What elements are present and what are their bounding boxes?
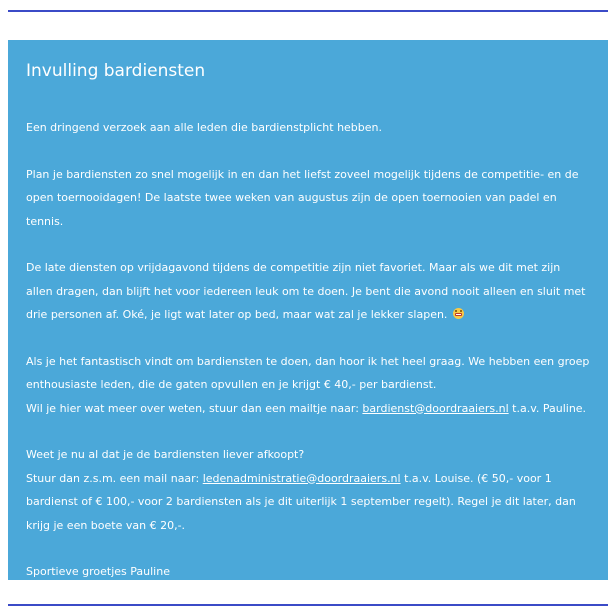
announcement-card (8, 40, 608, 580)
volunteer-contact-suffix: t.a.v. Pauline. (508, 401, 587, 415)
ledenadministratie-email-link[interactable]: ledenadministratie@doordraaiers.nl (202, 471, 401, 485)
planning-paragraph: Plan je bardiensten zo snel mogelijk in en dan het liefst zoveel mogelijk tijdens de competitie- en de open toernooidagen! De laatste twee weken van augustus zijn de open toernooien van padel en tennis. (26, 167, 579, 228)
late-shifts-paragraph (26, 256, 590, 327)
signoff: Sportieve groetjes Pauline (26, 565, 170, 578)
bottom-divider (8, 604, 608, 606)
volunteer-paragraph (26, 350, 590, 421)
announcement-title: Invulling bardiensten (26, 61, 206, 81)
buyout-contact-suffix: t.a.v. Louise. (€ 50,- voor 1 bardienst of € 100,- voor 2 bardiensten als je dit uiterlijk 1 september regelt). Regel je dit later, dan krijg je een boete van € 20,-. (26, 471, 576, 532)
buyout-paragraph (26, 443, 590, 537)
top-divider (8, 10, 608, 12)
grimacing-face-icon (453, 308, 464, 319)
bardienst-email-link[interactable]: bardienst@doordraaiers.nl (362, 401, 509, 415)
volunteer-text: Als je het fantastisch vindt om bardiensten te doen, dan hoor ik het heel graag. We hebben een groep enthousiaste leden, die de gaten opvullen en je krijgt € 40,- per bardienst. (26, 354, 590, 391)
buyout-contact-prefix: Stuur dan z.s.m. een mail naar: (26, 471, 203, 485)
intro-paragraph: Een dringend verzoek aan alle leden die bardienstplicht hebben. (26, 121, 383, 134)
buyout-question: Weet je nu al dat je de bardiensten liever afkoopt? (26, 448, 305, 461)
late-shifts-text: De late diensten op vrijdagavond tijdens de competitie zijn niet favoriet. Maar als we dit met zijn allen dragen, dan blijft het voor iedereen leuk om te doen. Je bent die avond nooit alleen en sluit met drie personen af. Oké, je ligt wat later op bed, maar wat zal je lekker slapen. (26, 261, 586, 321)
volunteer-contact-prefix: Wil je hier wat meer over weten, stuur dan een mailtje naar: (26, 401, 363, 415)
